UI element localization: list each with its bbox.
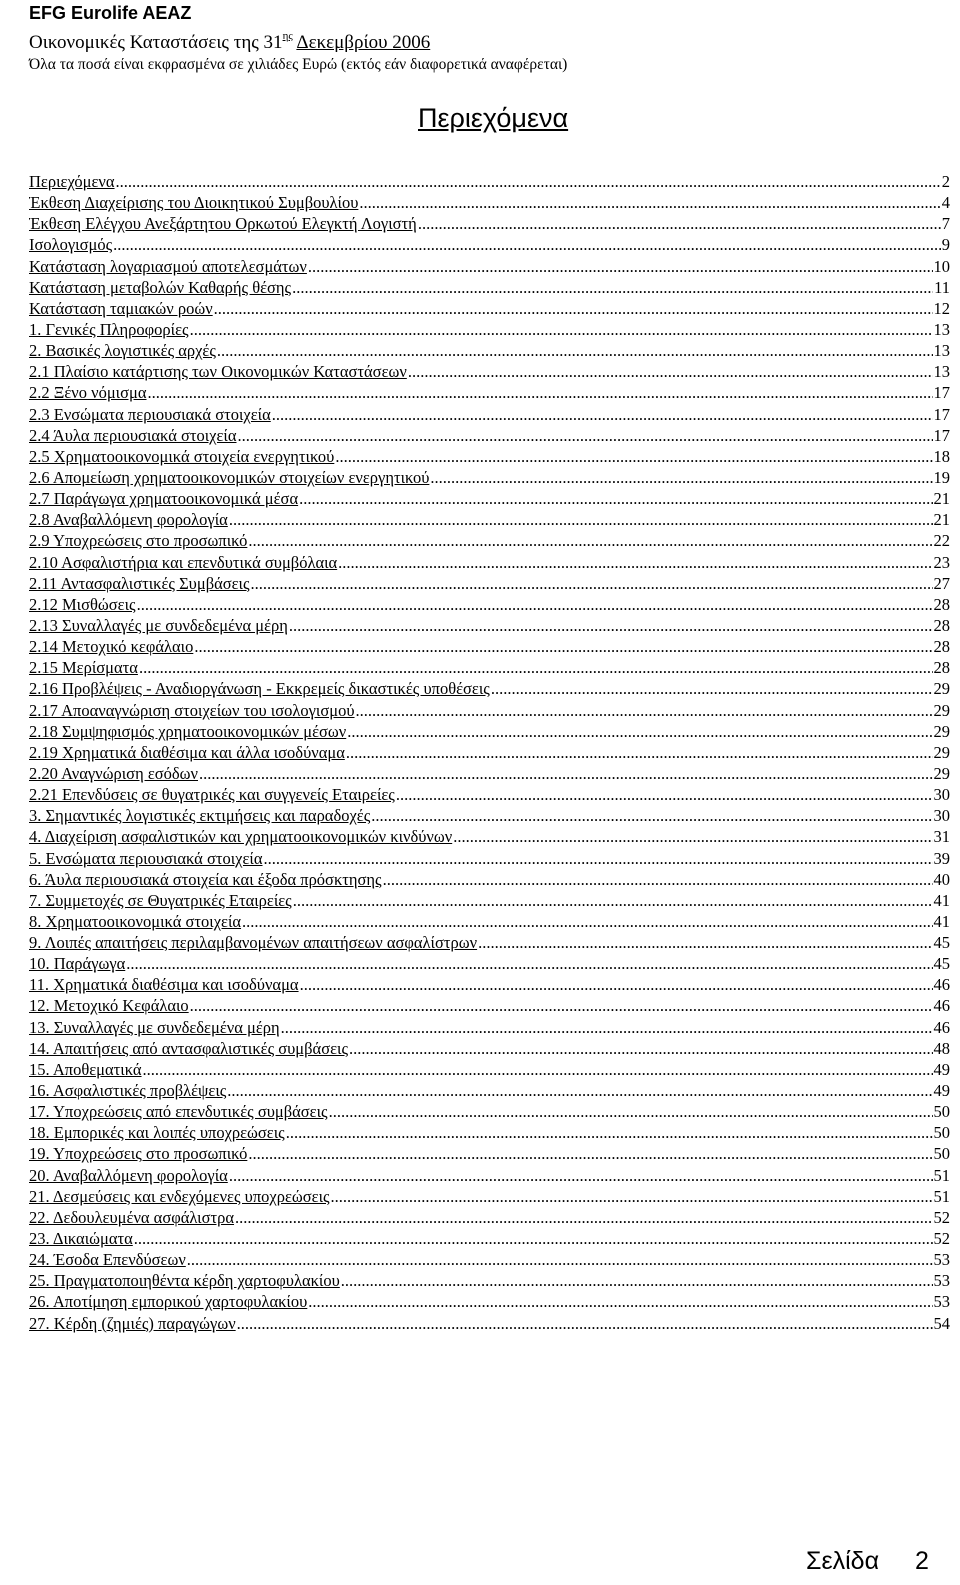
toc-entry-page: 50 [933, 1123, 950, 1143]
toc-entry-page: 29 [933, 763, 950, 783]
toc-entry-leader [139, 657, 933, 678]
toc-entry-leader [293, 890, 933, 911]
toc-entry-leader [248, 530, 932, 551]
page-footer [806, 1546, 929, 1576]
toc-entry-leader [408, 361, 933, 382]
toc-entry-page: 49 [933, 1059, 950, 1079]
toc-entry[interactable] [29, 678, 950, 699]
toc-entry-page: 2 [941, 172, 950, 191]
toc-entry[interactable] [29, 467, 950, 488]
toc-entry-leader [190, 319, 933, 340]
toc-entry-page: 13 [933, 362, 950, 382]
toc-entry-label: 2.8 Αναβαλλόμενη φορολογία [29, 510, 228, 530]
toc-entry-leader [383, 869, 933, 890]
toc-entry-label: 2.20 Αναγνώριση εσόδων [29, 763, 198, 783]
toc-entry-leader [359, 192, 940, 213]
toc-entry-label: 2.4 Άυλα περιουσιακά στοιχεία [29, 425, 237, 445]
amounts-note: Όλα τα ποσά είναι εκφρασμένα σε χιλιάδες Ευρώ (εκτός εάν διαφορετικά αναφέρεται) [29, 56, 568, 73]
toc-entry-label: Κατάσταση λογαριασμού αποτελεσμάτων [29, 256, 307, 276]
toc-entry[interactable] [29, 573, 950, 594]
toc-entry[interactable] [29, 1038, 950, 1059]
toc-entry-label: 17. Υποχρεώσεις από επενδυτικές συμβάσεις [29, 1102, 328, 1122]
toc-entry-leader [148, 382, 933, 403]
toc-entry-leader [237, 1313, 933, 1334]
toc-entry-page: 28 [933, 594, 950, 614]
toc-entry-page: 49 [933, 1081, 950, 1101]
toc-entry-label: 23. Δικαιώματα [29, 1229, 133, 1249]
toc-entry-label: 18. Εμπορικές και λοιπές υποχρεώσεις [29, 1123, 285, 1143]
toc-entry-leader [190, 995, 933, 1016]
toc-entry-page: 12 [933, 298, 950, 318]
toc-entry-leader [272, 404, 933, 425]
toc-entry-leader [335, 446, 932, 467]
toc-entry-leader [286, 1122, 933, 1143]
toc-entry[interactable] [29, 446, 950, 467]
toc-entry-label: 9. Λοιπές απαιτήσεις περιλαμβανομένων απαιτήσεων ασφαλίστρων [29, 933, 478, 953]
toc-entry-label: 12. Μετοχικό Κεφάλαιο [29, 996, 189, 1016]
toc-entry-page: 54 [933, 1313, 950, 1333]
toc-entry[interactable] [29, 1270, 950, 1291]
toc-entry-page: 30 [933, 785, 950, 805]
toc-entry-label: 26. Αποτίμηση εμπορικού χαρτοφυλακίου [29, 1292, 308, 1312]
toc-entry[interactable] [29, 509, 950, 530]
toc-entry[interactable] [29, 234, 950, 255]
toc-entry-leader [430, 467, 932, 488]
toc-entry[interactable] [29, 890, 950, 911]
toc-entry-label: 5. Ενσώματα περιουσιακά στοιχεία [29, 848, 263, 868]
toc-entry-label: Περιεχόμενα [29, 172, 115, 191]
toc-entry-page: 41 [933, 890, 950, 910]
toc-entry-leader [289, 615, 933, 636]
toc-entry-page: 46 [933, 996, 950, 1016]
toc-entry-leader [371, 805, 932, 826]
page-number: 2 [915, 1547, 929, 1575]
toc-entry[interactable] [29, 319, 950, 340]
toc-entry-leader [491, 678, 933, 699]
toc-entry[interactable] [29, 1080, 950, 1101]
toc-entry[interactable] [29, 763, 950, 784]
subtitle-text: Οικονομικές Καταστάσεις της 31 [29, 32, 283, 53]
toc-entry-leader [242, 911, 932, 932]
toc-entry[interactable] [29, 340, 950, 361]
toc-entry-label: 2.18 Συμψηφισμός χρηματοοικονομικών μέσων [29, 721, 347, 741]
toc-entry-label: 10. Παράγωγα [29, 954, 126, 974]
toc-entry-label: 2.5 Χρηματοοικονομικά στοιχεία ενεργητικού [29, 446, 335, 466]
toc-entry-label: 2.7 Παράγωγα χρηματοοικονομικά μέσα [29, 489, 299, 509]
toc-entry-page: 19 [933, 467, 950, 487]
toc-entry-page: 45 [933, 933, 950, 953]
subtitle-date: Δεκεμβρίου 2006 [296, 32, 431, 53]
toc-entry[interactable] [29, 1165, 950, 1186]
toc-entry[interactable] [29, 213, 950, 234]
toc-entry-label: 2.21 Επενδύσεις σε θυγατρικές και συγγενείς Εταιρείες [29, 785, 395, 805]
toc-entry-label: 2.16 Προβλέψεις - Αναδιοργάνωση - Εκκρεμείς δικαστικές υποθέσεις [29, 679, 490, 699]
toc-entry-leader [194, 636, 932, 657]
toc-entry[interactable] [29, 277, 950, 298]
toc-entry[interactable] [29, 657, 950, 678]
toc-entry[interactable] [29, 361, 950, 382]
toc-entry-leader [126, 953, 932, 974]
toc-entry-leader [113, 234, 941, 255]
toc-entry-leader [134, 1228, 933, 1249]
toc-entry-leader [143, 1059, 933, 1080]
toc-entry-leader [235, 1207, 932, 1228]
toc-entry[interactable] [29, 1122, 950, 1143]
toc-entry[interactable] [29, 974, 950, 995]
toc-entry[interactable] [29, 594, 950, 615]
toc-entry-label: 2.14 Μετοχικό κεφάλαιο [29, 637, 194, 657]
toc-entry[interactable] [29, 995, 950, 1016]
page-label: Σελίδα [806, 1547, 880, 1575]
toc-entry-leader [346, 742, 933, 763]
toc-entry-label: 2.11 Αντασφαλιστικές Συμβάσεις [29, 573, 250, 593]
toc-entry-page: 21 [933, 510, 950, 530]
toc-entry-label: 2.6 Απομείωση χρηματοοικονομικών στοιχείων ενεργητικού [29, 467, 430, 487]
toc-entry[interactable] [29, 1207, 950, 1228]
toc-entry-leader [281, 1017, 933, 1038]
toc-entry-label: Κατάσταση ταμιακών ροών [29, 298, 213, 318]
toc-entry-page: 4 [941, 193, 950, 213]
toc-entry-page: 13 [933, 319, 950, 339]
toc-entry-leader [292, 277, 933, 298]
toc-entry[interactable] [29, 382, 950, 403]
toc-entry-page: 48 [933, 1038, 950, 1058]
toc-entry[interactable] [29, 953, 950, 974]
toc-entry-page: 50 [933, 1102, 950, 1122]
toc-entry[interactable] [29, 700, 950, 721]
toc-entry-page: 46 [933, 975, 950, 995]
toc-entry-page: 53 [933, 1292, 950, 1312]
toc-entry-page: 18 [933, 446, 950, 466]
toc-entry-label: 27. Κέρδη (ζημιές) παραγώγων [29, 1313, 236, 1333]
toc-entry-leader [347, 721, 932, 742]
toc-entry[interactable] [29, 1101, 950, 1122]
toc-entry[interactable] [29, 636, 950, 657]
toc-entry-page: 29 [933, 742, 950, 762]
toc-entry-leader [356, 700, 933, 721]
toc-entry-page: 51 [933, 1165, 950, 1185]
toc-entry-page: 17 [933, 425, 950, 445]
toc-entry[interactable] [29, 721, 950, 742]
toc-entry[interactable] [29, 425, 950, 446]
toc-entry-label: 7. Συμμετοχές σε Θυγατρικές Εταιρείες [29, 890, 292, 910]
toc-entry-page: 28 [933, 615, 950, 635]
toc-heading: Περιεχόμενα [418, 103, 569, 133]
toc-entry[interactable] [29, 530, 950, 551]
toc-entry-label: 2.10 Ασφαλιστήρια και επενδυτικά συμβόλαια [29, 552, 338, 572]
document-subtitle [29, 24, 949, 55]
toc-entry[interactable] [29, 848, 950, 869]
toc-entry[interactable] [29, 742, 950, 763]
toc-entry[interactable] [29, 784, 950, 805]
toc-entry-leader [300, 974, 933, 995]
toc-entry-page: 21 [933, 489, 950, 509]
toc-entry-page: 30 [933, 806, 950, 826]
toc-entry-leader [418, 213, 941, 234]
toc-entry-page: 29 [933, 721, 950, 741]
toc-entry[interactable] [29, 869, 950, 890]
subtitle-ordinal: ης [282, 30, 293, 42]
toc-entry[interactable] [29, 1059, 950, 1080]
toc-entry[interactable] [29, 192, 950, 213]
toc-entry-label: Κατάσταση μεταβολών Καθαρής θέσης [29, 277, 292, 297]
toc-entry-leader [199, 763, 933, 784]
toc-entry-page: 17 [933, 383, 950, 403]
toc-entry-page: 53 [933, 1271, 950, 1291]
toc-entry[interactable] [29, 1249, 950, 1270]
toc-entry[interactable] [29, 911, 950, 932]
toc-entry[interactable] [29, 805, 950, 826]
toc-entry-label: 13. Συναλλαγές με συνδεδεμένα μέρη [29, 1017, 280, 1037]
toc-entry-page: 51 [933, 1186, 950, 1206]
toc-entry-label: 2.17 Αποαναγνώριση στοιχείων του ισολογισμού [29, 700, 355, 720]
toc-entry[interactable] [29, 1228, 950, 1249]
toc-entry-leader [116, 171, 941, 192]
document-header [29, 0, 949, 75]
toc-entry-label: 20. Αναβαλλόμενη φορολογία [29, 1165, 228, 1185]
toc-entry-page: 52 [933, 1207, 950, 1227]
toc-entry-label: 22. Δεδουλευμένα ασφάλιστρα [29, 1207, 235, 1227]
toc-entry-page: 52 [933, 1229, 950, 1249]
toc-entry[interactable] [29, 256, 950, 277]
toc-entry[interactable] [29, 171, 950, 192]
toc-entry-leader [331, 1186, 933, 1207]
toc-entry-page: 45 [933, 954, 950, 974]
toc-entry-page: 28 [933, 637, 950, 657]
toc-entry-leader [217, 340, 933, 361]
toc-entry-label: 2.13 Συναλλαγές με συνδεδεμένα μέρη [29, 615, 288, 635]
toc-entry-page: 23 [933, 552, 950, 572]
toc-entry-page: 28 [933, 658, 950, 678]
toc-entry[interactable] [29, 488, 950, 509]
toc-entry-leader [308, 1291, 932, 1312]
toc-entry-leader [453, 826, 932, 847]
toc-entry-label: 11. Χρηματικά διαθέσιμα και ισοδύναμα [29, 975, 299, 995]
toc-entry-page: 13 [933, 341, 950, 361]
toc-entry[interactable] [29, 1291, 950, 1312]
toc-entry-leader [229, 509, 933, 530]
toc-entry-page: 46 [933, 1017, 950, 1037]
toc-entry-label: 3. Σημαντικές λογιστικές εκτιμήσεις και παραδοχές [29, 806, 371, 826]
toc-entry-leader [229, 1165, 933, 1186]
toc-entry-page: 7 [941, 214, 950, 234]
toc-entry-page: 9 [941, 235, 950, 255]
toc-entry[interactable] [29, 615, 950, 636]
toc-entry-page: 50 [933, 1144, 950, 1164]
toc-entry-label: 2.12 Μισθώσεις [29, 594, 136, 614]
toc-entry-page: 40 [933, 869, 950, 889]
toc-entry-label: 8. Χρηματοοικονομικά στοιχεία [29, 911, 242, 931]
toc-entry-page: 27 [933, 573, 950, 593]
toc-entry-label: 2.19 Χρηματικά διαθέσιμα και άλλα ισοδύναμα [29, 742, 345, 762]
toc-entry-leader [187, 1249, 933, 1270]
toc-entry-leader [349, 1038, 933, 1059]
toc-entry-label: 1. Γενικές Πληροφορίες [29, 319, 189, 339]
toc-entry-page: 41 [933, 911, 950, 931]
toc-entry-page: 29 [933, 679, 950, 699]
toc-entry-page: 29 [933, 700, 950, 720]
toc-entry-leader [299, 488, 932, 509]
toc-entry-label: 25. Πραγματοποιηθέντα κέρδη χαρτοφυλακίου [29, 1271, 340, 1291]
toc-entry-label: 2.1 Πλαίσιο κατάρτισης των Οικονομικών Καταστάσεων [29, 362, 407, 382]
toc-entry-page: 17 [933, 404, 950, 424]
toc-entry-leader [478, 932, 932, 953]
toc-entry[interactable] [29, 1143, 950, 1164]
toc-entry-leader [137, 594, 933, 615]
toc-entry-page: 31 [933, 827, 950, 847]
toc-entry[interactable] [29, 1017, 950, 1038]
toc-entry[interactable] [29, 1313, 950, 1334]
toc-entry-label: 2. Βασικές λογιστικές αρχές [29, 341, 216, 361]
toc-entry-label: 15. Αποθεματικά [29, 1059, 142, 1079]
toc-entry-label: Έκθεση Διαχείρισης του Διοικητικού Συμβουλίου [29, 193, 359, 213]
toc-entry-label: 4. Διαχείριση ασφαλιστικών και χρηματοοικονομικών κινδύνων [29, 827, 453, 847]
toc-entry-label: 2.2 Ξένο νόμισμα [29, 383, 147, 403]
toc-entry-leader [264, 848, 933, 869]
toc-entry-label: 14. Απαιτήσεις από αντασφαλιστικές συμβάσεις [29, 1038, 348, 1058]
toc-entry-leader [341, 1270, 933, 1291]
toc-entry-label: 2.3 Ενσώματα περιουσιακά στοιχεία [29, 404, 271, 424]
toc-entry-page: 10 [933, 256, 950, 276]
toc-entry-label: 21. Δεσμεύσεις και ενδεχόμενες υποχρεώσεις [29, 1186, 330, 1206]
toc-entry-label: 24. Έσοδα Επενδύσεων [29, 1250, 186, 1270]
toc-entry[interactable] [29, 1186, 950, 1207]
table-of-contents [29, 171, 950, 1334]
toc-entry-page: 22 [933, 531, 950, 551]
toc-entry-page: 11 [934, 277, 950, 297]
toc-entry-leader [396, 784, 933, 805]
toc-entry-leader [214, 298, 933, 319]
toc-entry-leader [308, 256, 933, 277]
toc-entry-label: 6. Άυλα περιουσιακά στοιχεία και έξοδα πρόσκτησης [29, 869, 382, 889]
toc-entry-leader [338, 552, 932, 573]
toc-entry-leader [227, 1080, 932, 1101]
toc-entry-label: Έκθεση Ελέγχου Ανεξάρτητου Ορκωτού Ελεγκτή Λογιστή [29, 214, 417, 234]
toc-entry-page: 53 [933, 1250, 950, 1270]
toc-entry-label: 2.15 Μερίσματα [29, 658, 138, 678]
toc-entry-leader [329, 1101, 933, 1122]
toc-entry-label: 2.9 Υποχρεώσεις στο προσωπικό [29, 531, 248, 551]
toc-entry-label: 19. Υποχρεώσεις στο προσωπικό [29, 1144, 248, 1164]
toc-entry-leader [248, 1143, 932, 1164]
toc-entry[interactable] [29, 932, 950, 953]
toc-entry-label: 16. Ασφαλιστικές προβλέψεις [29, 1081, 227, 1101]
toc-entry[interactable] [29, 404, 950, 425]
toc-entry-page: 39 [933, 848, 950, 868]
company-name: EFG Eurolife AEAZ [29, 3, 192, 23]
toc-entry[interactable] [29, 826, 950, 847]
toc-entry-leader [238, 425, 933, 446]
toc-entry[interactable] [29, 552, 950, 573]
toc-entry-leader [251, 573, 933, 594]
toc-entry[interactable] [29, 298, 950, 319]
toc-entry-label: Ισολογισμός [29, 235, 113, 255]
